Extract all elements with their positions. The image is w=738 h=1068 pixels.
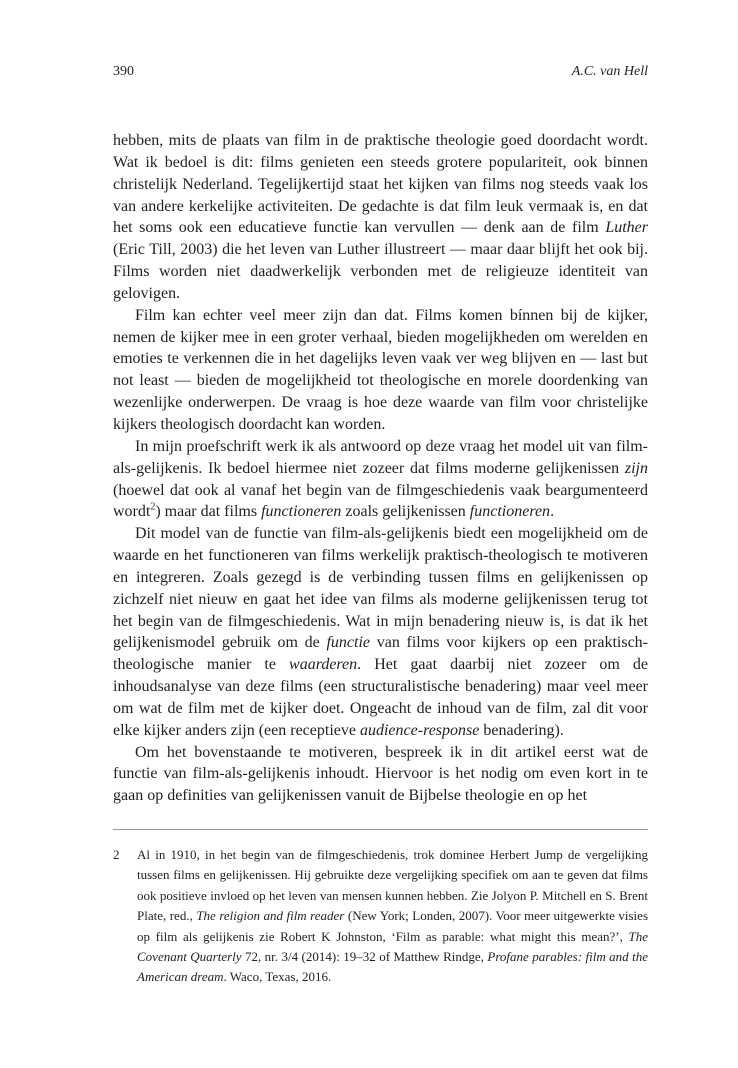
footnote [113, 845, 648, 988]
text-run: zoals gelijkenissen [341, 503, 470, 521]
text-run: benadering). [479, 721, 564, 739]
footnote-ref: 2 [150, 502, 156, 514]
footnote-number: 2 [113, 847, 120, 862]
italic-text: The Covenant Quarterly [137, 928, 648, 965]
body-text [113, 130, 648, 807]
text-run: van films voor kijkers op een praktisch-theologische manier te [113, 634, 649, 674]
text-run: Dit model van de functie van film-als-gelijkenis biedt een mogelijkheid om de waarde en het functioneren van films werkelijk praktisch-theologisch te motiveren en integreren. Zoals gezegd is de verbinding tussen films en gelijkenissen op zichzelf niet nieuw en gaat het idee van films als moderne gelijkenissen terug tot het begin van de filmgeschiedenis. Wat in mijn benadering nieuw is, is dat ik het gelijkenismodel gebruik om de [113, 525, 648, 652]
text-run: (Eric Till, 2003) die het leven van Luther illustreert — maar daar blijft het ook bij. Films worden niet daadwerkelijk verbonden met de religieuze identiteit van gelovigen. [113, 241, 648, 302]
running-author: A.C. van Hell [571, 64, 648, 79]
italic-text: functie [326, 634, 371, 652]
italic-text: functioneren [469, 503, 551, 521]
text-run: (New York; Londen, 2007). Voor meer uitgewerkte visies op film als gelijkenis zie Robert K Johnston, ‘Film as parable: what might this mean?’, [137, 908, 648, 944]
running-header [113, 64, 648, 80]
paragraph [113, 742, 648, 808]
paragraph [113, 436, 648, 523]
text-run: hebben, mits de plaats van film in de praktische theologie goed doordacht wordt. Wat ik bedoel is dit: films genieten een steeds grotere populariteit, ook binnen christelijk Nederland. Tegelijkertijd staat het kijken van films nog steeds vaak los van andere kerkelijke activiteiten. De gedachte is dat film leuk vermaak is, en dat het soms ook een educatieve functie kan vervullen — denk aan de film [113, 132, 648, 237]
italic-text: Profane parables: film and the American dream [137, 949, 649, 985]
paragraph [113, 523, 648, 741]
text-run: (hoewel dat ook al vanaf het begin van de filmgeschiedenis vaak beargumenteerd wordt [113, 481, 648, 521]
italic-text: audience-response [359, 721, 480, 739]
text-run: 72, nr. 3/4 (2014): 19–32 of Matthew Rindge, [241, 949, 488, 965]
text-run: Om het bovenstaande te motiveren, bespreek ik in dit artikel eerst wat de functie van film-als-gelijkenis inhoudt. Hiervoor is het nodig om even kort in te gaan op definities van gelijkenissen vanuit de Bijbelse theologie en op het [113, 743, 648, 805]
italic-text: waarderen [289, 656, 358, 674]
text-run: Film kan echter veel meer zijn dan dat. Films komen bínnen bij de kijker, nemen de kijker mee in een groter verhaal, bieden mogelijkheden om werelden en emoties te verkennen die in het dagelijks leven vaak ver weg blijven en — last but not least — bieden de mogelijkheid tot theologische en morele doordenking van wezenlijke onderwerpen. De vraag is hoe deze waarde van film voor christelijke kijkers theologisch doordacht kan worden. [113, 306, 648, 433]
text-run: . [550, 503, 555, 521]
paragraph [113, 130, 648, 305]
footnote-divider [113, 829, 648, 830]
text-run: . Het gaat daarbij niet zozeer om de inhoudsanalyse van deze films (een structuralistische benadering) maar veel meer om wat de film met de kijker doet. Ongeacht de inhoud van de film, zal dit voor elke kijker anders zijn (een receptieve [113, 656, 648, 739]
page-number: 390 [113, 64, 134, 79]
text-run: In mijn proefschrift werk ik als antwoord op deze vraag het model uit van film-als-gelijkenis. Ik bedoel hiermee niet zozeer dat films moderne gelijkenissen [113, 437, 648, 477]
italic-text: functioneren [261, 503, 342, 521]
text-run: . Waco, Texas, 2016. [223, 969, 332, 985]
paragraph [113, 305, 648, 436]
italic-text: The religion and film reader [196, 908, 345, 924]
italic-text: zijn [624, 459, 648, 477]
italic-text: Luther [605, 219, 648, 237]
footnote-text [137, 845, 648, 988]
text-run: ) maar dat films [155, 503, 262, 521]
text-run: Al in 1910, in het begin van de filmgeschiedenis, trok dominee Herbert Jump de vergelijking tussen films en gelijkenissen. Hij gebruikte deze vergelijking specifiek om aan te geven dat films ook positieve invloed op het leven van mensen kunnen hebben. Zie Jolyon P. Mitchell en S. Brent Plate, red., [137, 847, 648, 924]
